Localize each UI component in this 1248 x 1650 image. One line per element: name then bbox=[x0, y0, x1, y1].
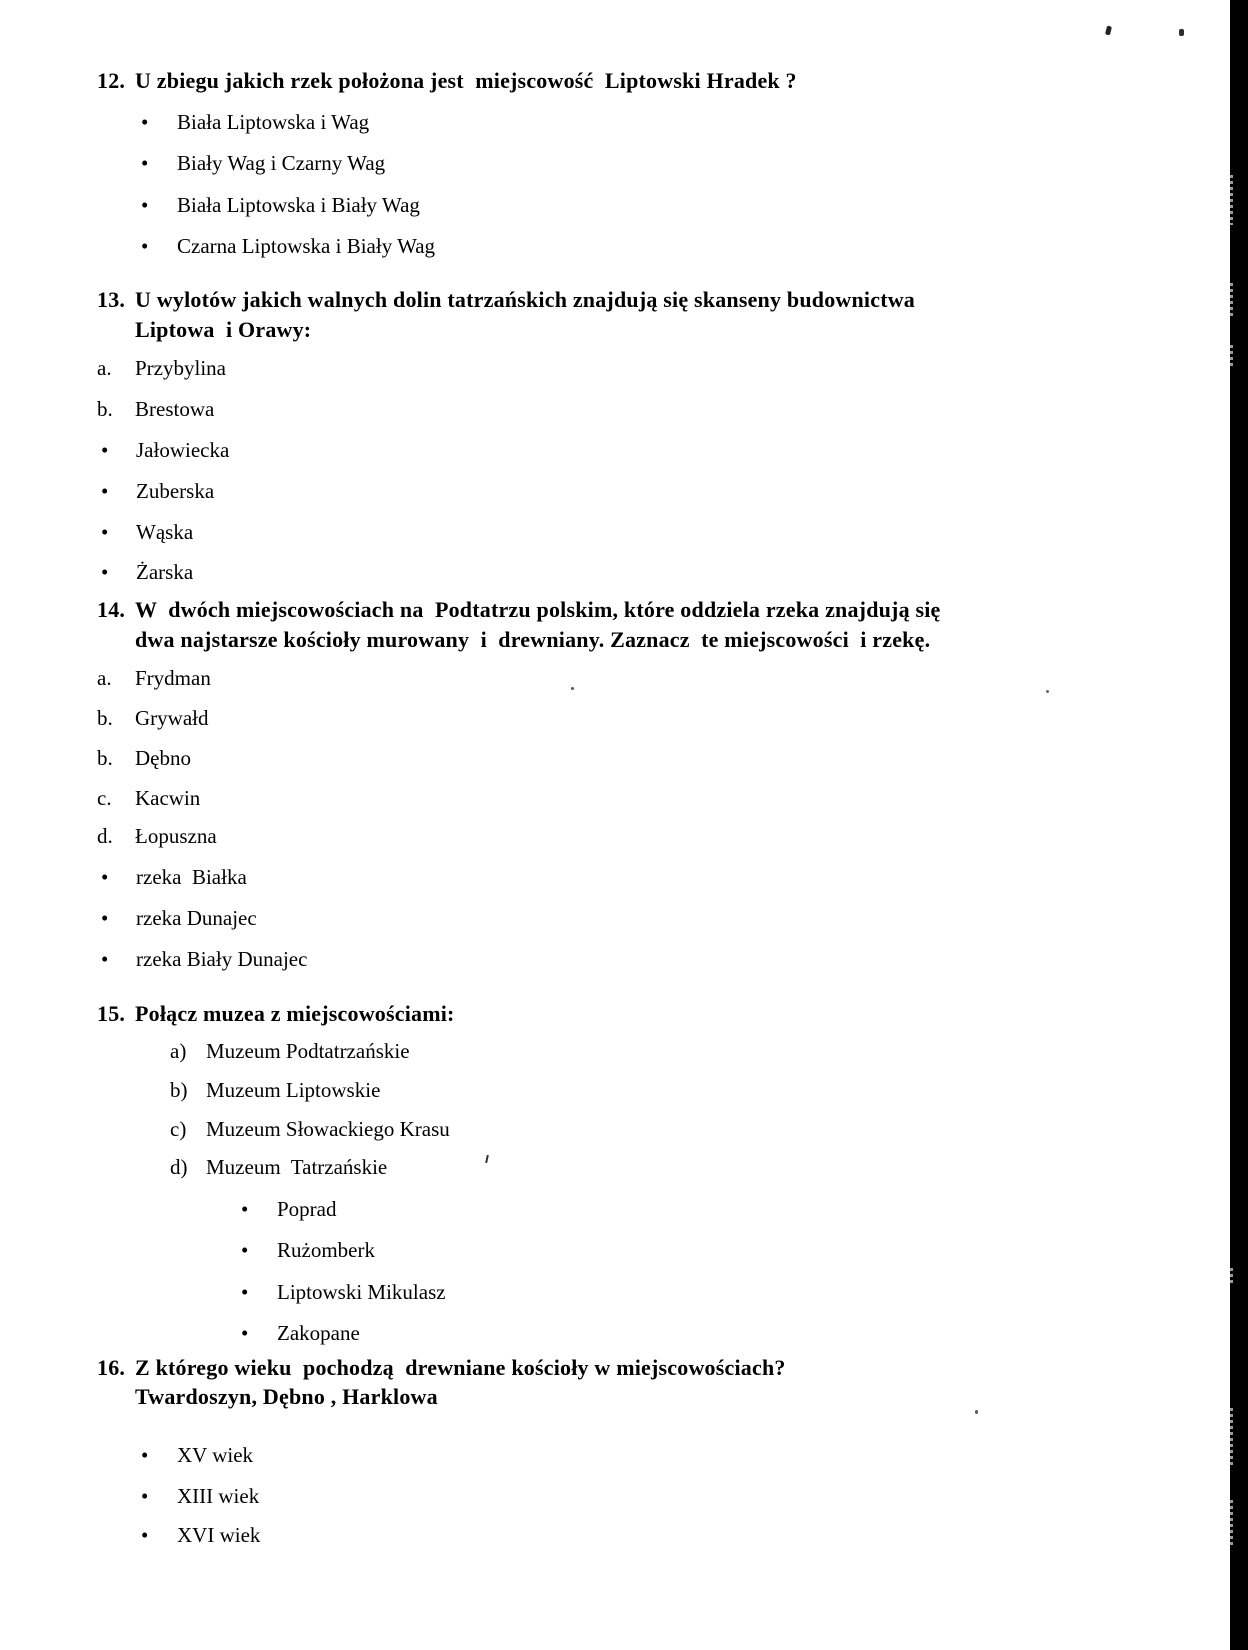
scan-speck bbox=[1046, 690, 1049, 693]
option-text: Czarna Liptowska i Biały Wag bbox=[177, 234, 436, 258]
q14-option-a bbox=[0, 666, 1228, 700]
q16-option-xvi bbox=[0, 1523, 1228, 1557]
q12-option-2 bbox=[0, 151, 1228, 185]
question-15-heading bbox=[0, 1001, 1228, 1035]
question-14-heading-line2 bbox=[0, 627, 1228, 661]
bullet-icon: • bbox=[101, 479, 109, 503]
bullet-icon: • bbox=[141, 151, 149, 175]
option-text: Biały Wag i Czarny Wag bbox=[177, 151, 386, 175]
q15-option-c bbox=[0, 1117, 1228, 1151]
question-number: 12. bbox=[97, 68, 126, 93]
question-text: Liptowa i Orawy: bbox=[135, 317, 312, 342]
option-text: rzeka Dunajec bbox=[136, 906, 257, 930]
question-text: Z którego wieku pochodzą drewniane kościoły w miejscowościach? bbox=[135, 1355, 786, 1380]
question-text: U zbiegu jakich rzek położona jest miejscowość Liptowski Hradek ? bbox=[135, 68, 797, 93]
q13-option-zarska bbox=[0, 560, 1228, 594]
option-text: Biała Liptowska i Wag bbox=[177, 110, 370, 134]
scan-speck bbox=[1179, 29, 1184, 36]
option-text: Łopuszna bbox=[135, 824, 217, 848]
bullet-icon: • bbox=[241, 1280, 249, 1304]
scan-artifact bbox=[1230, 283, 1233, 318]
scan-artifact bbox=[1230, 345, 1233, 367]
q15-option-d bbox=[0, 1155, 1228, 1189]
q14-option-b1 bbox=[0, 706, 1228, 740]
option-text: Liptowski Mikulasz bbox=[277, 1280, 446, 1304]
option-text: Brestowa bbox=[135, 397, 215, 421]
option-text: Wąska bbox=[136, 520, 194, 544]
question-14-heading-line1 bbox=[0, 597, 1228, 631]
option-letter: b. bbox=[97, 746, 113, 770]
q16-option-xv bbox=[0, 1443, 1228, 1477]
option-letter: d. bbox=[97, 824, 113, 848]
question-text: U wylotów jakich walnych dolin tatrzańskich znajdują się skanseny budownictwa bbox=[135, 287, 916, 312]
question-text: W dwóch miejscowościach na Podtatrzu polskim, które oddziela rzeka znajdują się bbox=[135, 597, 941, 622]
option-text: XV wiek bbox=[177, 1443, 254, 1467]
question-number: 16. bbox=[97, 1355, 126, 1380]
q13-option-zuberska bbox=[0, 479, 1228, 513]
option-text: Rużomberk bbox=[277, 1238, 375, 1262]
q12-option-1 bbox=[0, 110, 1228, 144]
scan-artifact bbox=[1230, 1408, 1233, 1468]
bullet-icon: • bbox=[241, 1197, 249, 1221]
q14-option-b2 bbox=[0, 746, 1228, 780]
option-text: Żarska bbox=[136, 560, 194, 584]
scan-artifact bbox=[1230, 1500, 1233, 1545]
option-text: Jałowiecka bbox=[136, 438, 230, 462]
option-letter: b. bbox=[97, 706, 113, 730]
q15-option-a bbox=[0, 1039, 1228, 1073]
q14-option-d bbox=[0, 824, 1228, 858]
q14-option-bialy-dunajec bbox=[0, 947, 1228, 981]
option-letter: b) bbox=[170, 1078, 188, 1102]
question-12-heading bbox=[0, 68, 1228, 102]
option-text: XIII wiek bbox=[177, 1484, 260, 1508]
bullet-icon: • bbox=[141, 193, 149, 217]
bullet-icon: • bbox=[101, 520, 109, 544]
option-text: Muzeum Podtatrzańskie bbox=[206, 1039, 410, 1063]
bullet-icon: • bbox=[241, 1238, 249, 1262]
scan-speck bbox=[571, 687, 574, 690]
option-letter: a) bbox=[170, 1039, 187, 1063]
scan-artifact bbox=[1230, 175, 1233, 225]
option-text: rzeka Białka bbox=[136, 865, 247, 889]
question-text: Połącz muzea z miejscowościami: bbox=[135, 1001, 455, 1026]
bullet-icon: • bbox=[141, 110, 149, 134]
bullet-icon: • bbox=[101, 906, 109, 930]
option-text: Grywałd bbox=[135, 706, 209, 730]
q13-option-waska bbox=[0, 520, 1228, 554]
option-text: Zuberska bbox=[136, 479, 215, 503]
scan-artifact bbox=[1230, 1268, 1233, 1286]
q13-option-a bbox=[0, 356, 1228, 390]
question-13-heading-line1 bbox=[0, 287, 1228, 321]
bullet-icon: • bbox=[141, 1484, 149, 1508]
option-text: XVI wiek bbox=[177, 1523, 261, 1547]
q12-option-4 bbox=[0, 234, 1228, 268]
question-number: 15. bbox=[97, 1001, 126, 1026]
option-text: Frydman bbox=[135, 666, 211, 690]
question-text: Twardoszyn, Dębno , Harklowa bbox=[135, 1384, 438, 1409]
bullet-icon: • bbox=[241, 1321, 249, 1345]
q13-option-b bbox=[0, 397, 1228, 431]
scan-speck bbox=[975, 1410, 978, 1414]
option-text: rzeka Biały Dunajec bbox=[136, 947, 308, 971]
option-text: Kacwin bbox=[135, 786, 201, 810]
option-text: Dębno bbox=[135, 746, 191, 770]
option-text: Przybylina bbox=[135, 356, 226, 380]
option-letter: a. bbox=[97, 666, 112, 690]
q15-option-zakopane bbox=[0, 1321, 1228, 1355]
q14-option-c bbox=[0, 786, 1228, 820]
question-text: dwa najstarsze kościoły murowany i drewniany. Zaznacz te miejscowości i rzekę. bbox=[135, 627, 931, 652]
option-text: Poprad bbox=[277, 1197, 337, 1221]
q13-option-jalowiecka bbox=[0, 438, 1228, 472]
option-text: Zakopane bbox=[277, 1321, 360, 1345]
q15-option-liptowski-mikulasz bbox=[0, 1280, 1228, 1314]
option-letter: a. bbox=[97, 356, 112, 380]
bullet-icon: • bbox=[101, 947, 109, 971]
scan-speck bbox=[1105, 26, 1112, 36]
q15-option-poprad bbox=[0, 1197, 1228, 1231]
bullet-icon: • bbox=[101, 865, 109, 889]
option-text: Biała Liptowska i Biały Wag bbox=[177, 193, 420, 217]
q15-option-ruzomberk bbox=[0, 1238, 1228, 1272]
option-letter: d) bbox=[170, 1155, 188, 1179]
option-text: Muzeum Liptowskie bbox=[206, 1078, 381, 1102]
question-number: 14. bbox=[97, 597, 126, 622]
q14-option-bialka bbox=[0, 865, 1228, 899]
option-letter: c) bbox=[170, 1117, 187, 1141]
question-number: 13. bbox=[97, 287, 126, 312]
bullet-icon: • bbox=[101, 560, 109, 584]
bullet-icon: • bbox=[101, 438, 109, 462]
bullet-icon: • bbox=[141, 234, 149, 258]
option-letter: b. bbox=[97, 397, 113, 421]
q16-option-xiii bbox=[0, 1484, 1228, 1518]
question-16-heading-line2 bbox=[0, 1384, 1228, 1418]
q15-option-b bbox=[0, 1078, 1228, 1112]
q12-option-3 bbox=[0, 193, 1228, 227]
option-text: Muzeum Tatrzańskie bbox=[206, 1155, 388, 1179]
question-13-heading-line2 bbox=[0, 317, 1228, 351]
option-letter: c. bbox=[97, 786, 112, 810]
option-text: Muzeum Słowackiego Krasu bbox=[206, 1117, 450, 1141]
bullet-icon: • bbox=[141, 1443, 149, 1467]
q14-option-dunajec bbox=[0, 906, 1228, 940]
bullet-icon: • bbox=[141, 1523, 149, 1547]
scan-edge-strip bbox=[1230, 0, 1248, 1650]
